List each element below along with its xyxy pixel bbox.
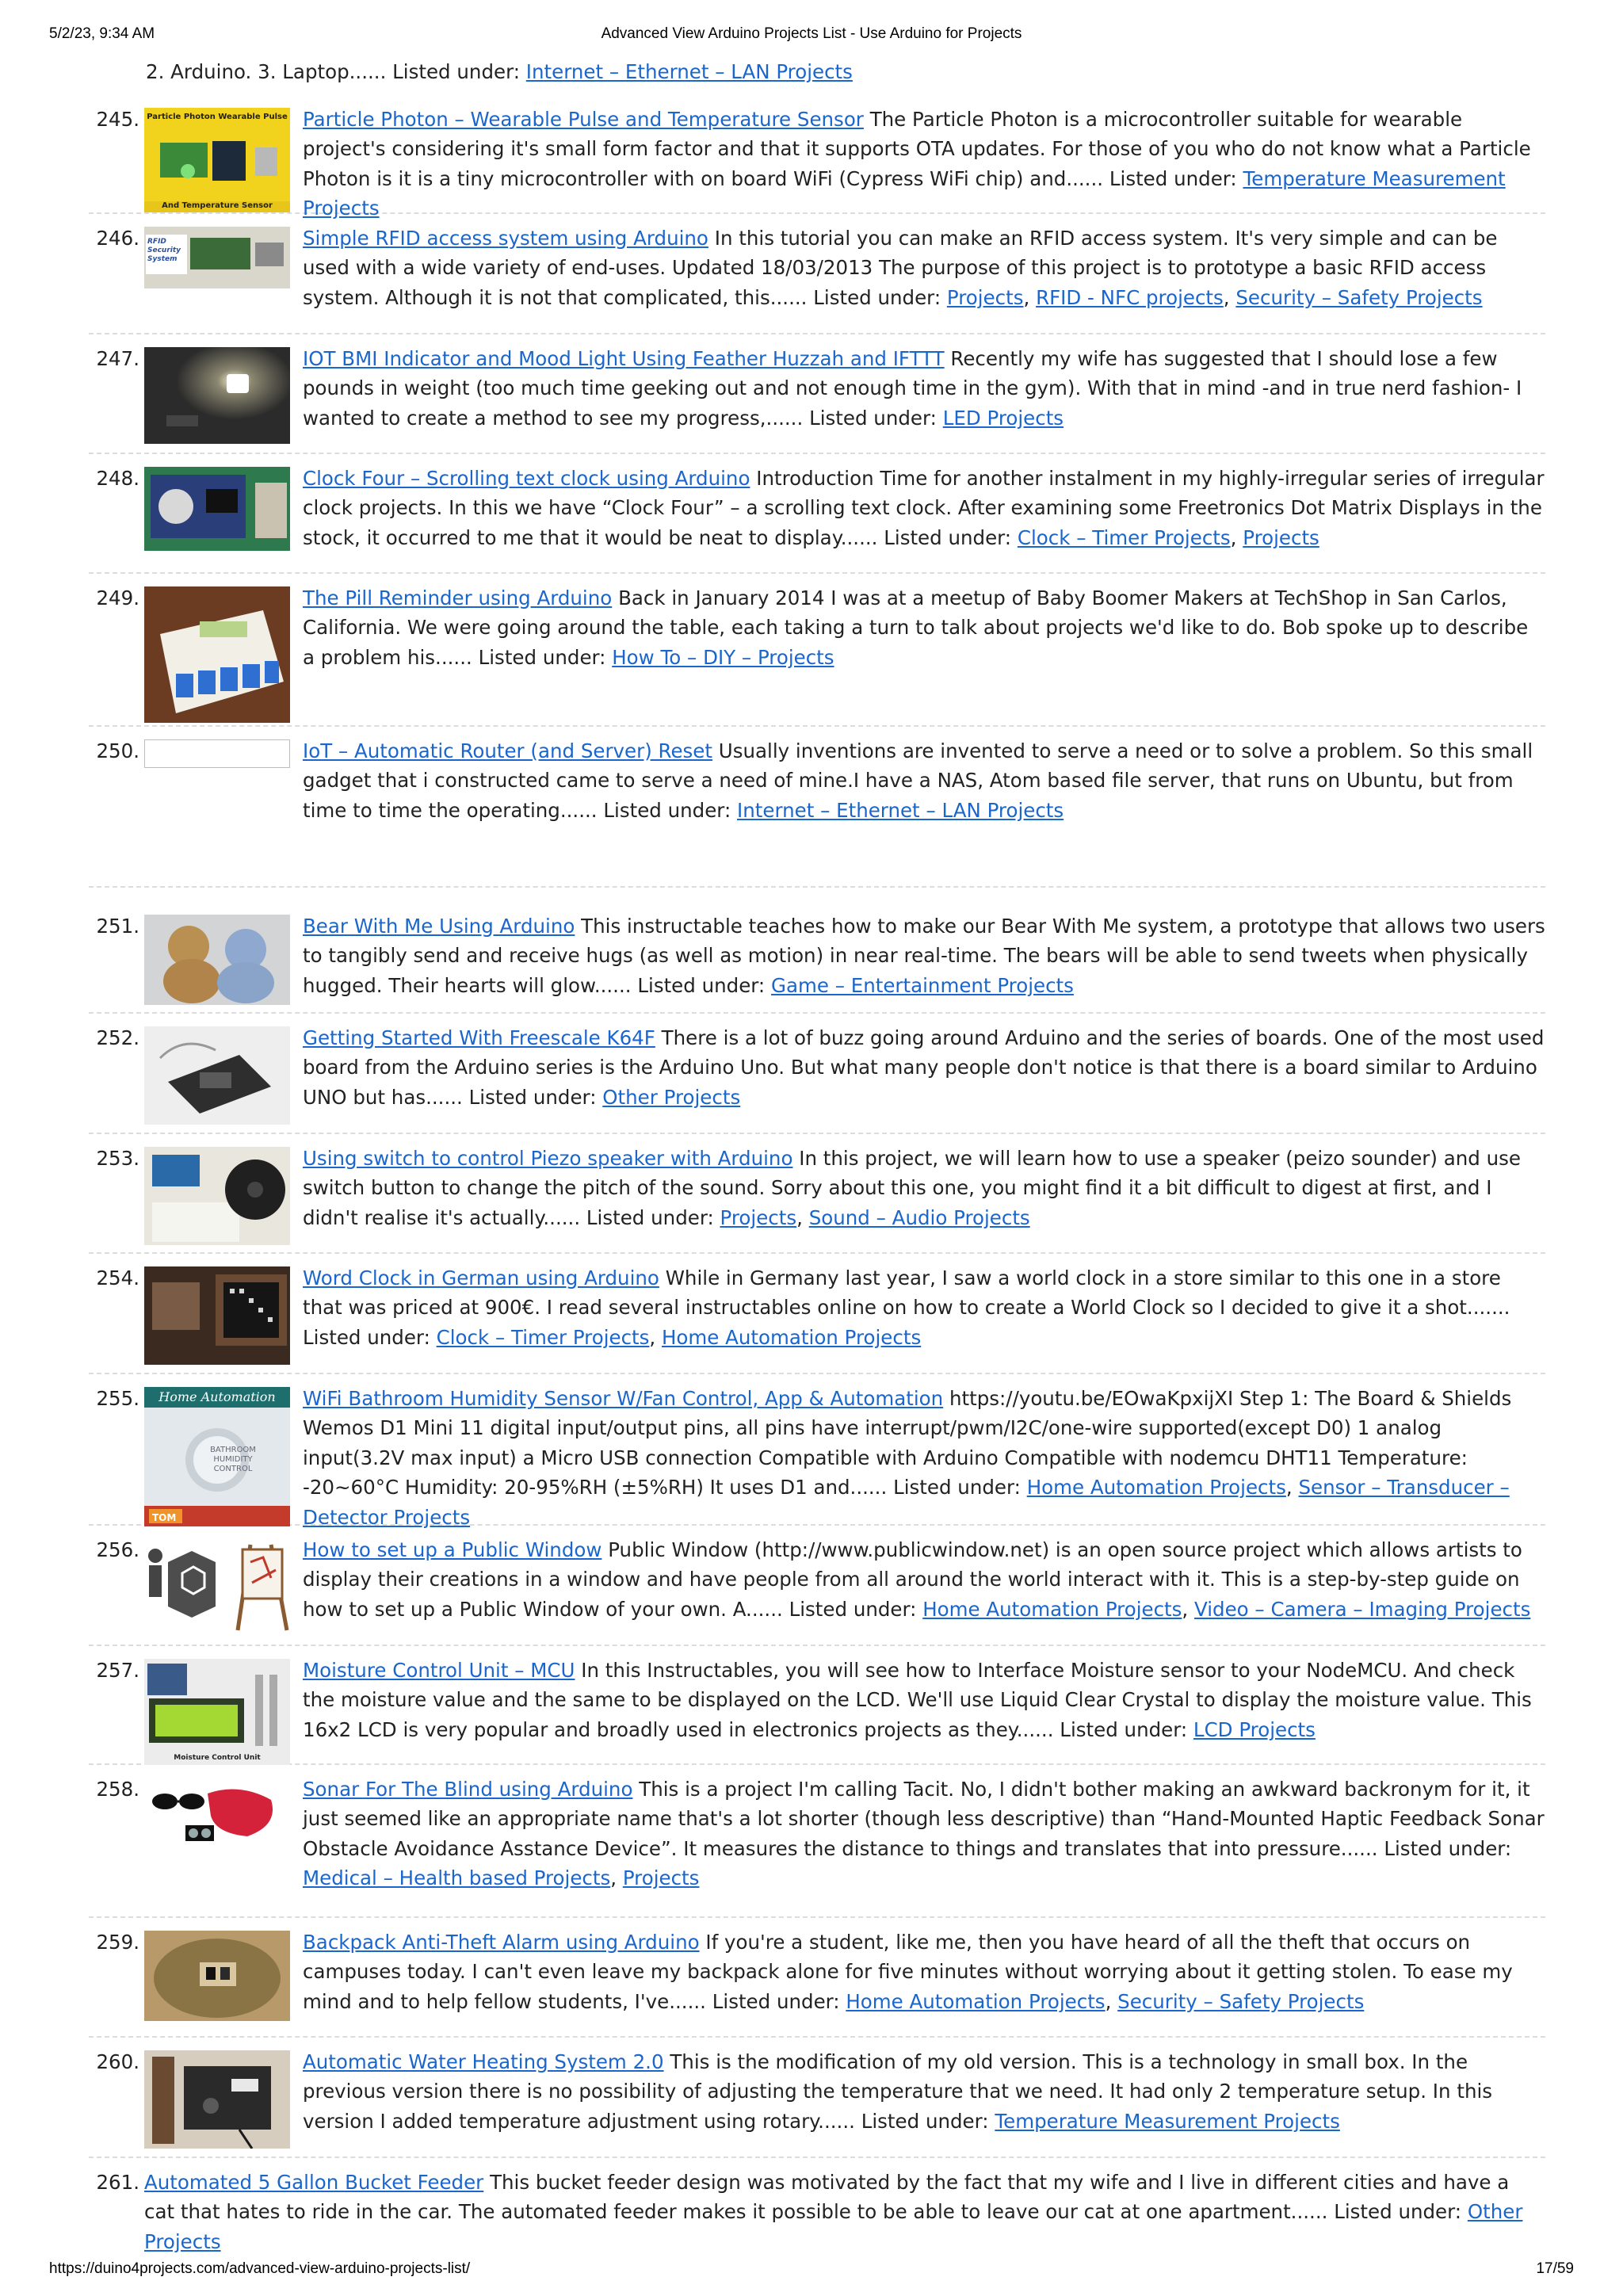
list-item — [89, 1646, 1545, 1765]
list-item — [89, 727, 1545, 888]
list-item — [89, 1918, 1545, 2038]
project-title-link[interactable]: Sonar For The Blind using Arduino — [303, 1777, 633, 1801]
list-item — [89, 214, 1545, 334]
category-link[interactable]: Security – Safety Projects — [1117, 1989, 1365, 2013]
project-description: This is a project I'm calling Tacit. No, I didn't bother making an awkward backronym for it, it just seemed like an appropriate name that's a lot shorter (though less descriptive) than “Hand-Mounted Haptic Feedback Sonar Obstacle Avoidance Asstance Device”. It measures the distance to things and translates that into pressure...... — [303, 1777, 1545, 1860]
item-number: 254. — [96, 1266, 139, 1289]
print-header — [49, 25, 1574, 49]
list-item — [89, 1374, 1545, 1529]
lead-continuation — [89, 57, 1545, 97]
item-number: 251. — [96, 914, 139, 938]
item-body: Using switch to control Piezo speaker with Arduino In this project, we will learn how to use a speaker (peizo sounder) and use switch button to change the pitch of the sound. Sorry about this one, you might find it a bit difficult to digest at first, and I didn't realise it's actually...... Listed under: Projects, Sound – Audio Projects — [303, 1146, 1521, 1229]
listed-under-label: Listed under: — [478, 645, 606, 669]
list-item — [89, 2038, 1545, 2158]
category-link[interactable]: Security – Safety Projects — [1235, 285, 1483, 309]
listed-under-label: Listed under: — [893, 1476, 1021, 1499]
item-body — [303, 2047, 1545, 2137]
thumbnail-caption: BATHROOM HUMIDITY CONTROL — [210, 1445, 256, 1473]
project-description: This bucket feeder design was motivated by the fact that my wife and I live in different cities and have a cat that hates to ride in the car. The automated feeder makes it possible to be able to leave our cat at one apartment...... — [144, 2170, 1510, 2223]
category-link[interactable]: Other Projects — [602, 1085, 741, 1109]
item-body — [303, 105, 1545, 223]
thumbnail-image — [144, 467, 290, 551]
thumbnail-image — [144, 227, 290, 288]
thumbnail-image — [144, 1387, 290, 1526]
category-link[interactable]: Clock – Timer Projects — [436, 1325, 650, 1349]
project-title-link[interactable]: Getting Started With Freescale K64F — [303, 1026, 655, 1049]
item-body: How to set up a Public Window Public Window (http://www.publicwindow.net) is an open source project which allows artists to display their creations in a window and have people from all around the world interact with it. This is a step-by-step guide on how to set up a Public Window of your own. A...... Listed under: Home Automation Projects, Video – Camera – Imaging Projects — [303, 1538, 1531, 1621]
listed-under-label: Listed under: — [861, 2109, 989, 2133]
project-description: Usually inventions are invented to serve a need or to solve a problem. So this small gadget that i constructed came to serve a need of mine.I have a NAS, Atom based file server, that runs on Ubuntu, but from time to time the operating...... — [303, 739, 1533, 822]
item-body: Word Clock in German using Arduino While in Germany last year, I saw a world clock in a store similar to this one in a store that was priced at 900€. I read several instructables online on how to create a World Clock so I decided to give it a shot....... Listed under: Clock – Timer Projects, Home Automation Projects — [303, 1266, 1510, 1349]
category-link[interactable]: Sound – Audio Projects — [808, 1205, 1030, 1229]
project-description: While in Germany last year, I saw a world clock in a store similar to this one in a store that was priced at 900€. I read several instructables online on how to create a World Clock so I decided to give it a shot....... — [303, 1266, 1510, 1319]
thumbnail-caption: Particle Photon Wearable Pulse — [147, 112, 288, 121]
broken-image-icon — [144, 739, 290, 768]
listed-under-label: Listed under: — [586, 1205, 714, 1229]
listed-under-label: Listed under: — [884, 525, 1012, 549]
project-description: This is the modification of my old version. This is a technology in small box. In the previous version there is no possibility of adjusting the temperature that we need. It had only 2 temperature setup. In this version I added temperature adjustment using rotary...... — [303, 2050, 1493, 2133]
category-link[interactable]: Home Automation Projects — [1026, 1476, 1286, 1499]
item-number: 248. — [96, 466, 139, 490]
list-item — [89, 2158, 1545, 2257]
listed-under-label: Listed under: — [809, 406, 937, 430]
list-item — [89, 334, 1545, 454]
thumbnail-image — [144, 1266, 290, 1365]
thumbnail-image — [144, 915, 290, 1005]
category-link[interactable]: Temperature Measurement Projects — [995, 2109, 1340, 2133]
project-title-link[interactable]: Particle Photon – Wearable Pulse and Temperature Sensor — [303, 107, 864, 131]
project-title-link[interactable]: Clock Four – Scrolling text clock using Arduino — [303, 466, 750, 490]
category-link[interactable]: Other Projects — [144, 2200, 1523, 2253]
listed-under-label: Listed under: — [1334, 2200, 1462, 2223]
project-description: If you're a student, like me, then you have heard of all the theft that occurs on campuses today. I can't even leave my backpack alone for five minutes without worrying about it getting stolen. To ease my mind and to help fellow students, I've...... — [303, 1930, 1513, 2013]
project-title-link[interactable]: How to set up a Public Window — [303, 1538, 602, 1561]
project-description: Introduction Time for another instalment in my highly-irregular series of irregular clock projects. In this we have “Clock Four” – a scrolling text clock. After examining some Freetronics Dot Matrix Displays in the stock, it occurred to me that it would be neat to display...... — [303, 466, 1545, 549]
listed-under-label: Listed under: — [637, 973, 766, 997]
item-body — [303, 1023, 1545, 1113]
item-number: 246. — [96, 226, 139, 250]
item-number: 260. — [96, 2050, 139, 2073]
project-title-link[interactable]: Simple RFID access system using Arduino — [303, 226, 708, 250]
project-description: In this tutorial you can make an RFID access system. It's very simple and can be used with a wide variety of end-uses. Updated 18/03/2013 The purpose of this project is to prototype a basic RFID access system. Although it is not that complicated, this...... — [303, 226, 1498, 309]
category-link[interactable]: LED Projects — [942, 406, 1064, 430]
thumbnail-image — [144, 1659, 290, 1765]
project-title-link[interactable]: The Pill Reminder using Arduino — [303, 586, 613, 609]
category-link[interactable]: Sensor – Transducer – Detector Projects — [303, 1476, 1510, 1529]
item-body — [303, 911, 1545, 1001]
category-link[interactable]: Game – Entertainment Projects — [770, 973, 1074, 997]
list-item — [89, 97, 1545, 220]
item-number: 257. — [96, 1658, 139, 1682]
listed-under-label: Listed under: — [1060, 1717, 1188, 1741]
project-title-link[interactable]: Automatic Water Heating System 2.0 — [303, 2050, 664, 2073]
item-body — [303, 344, 1545, 434]
thumbnail-image — [144, 108, 290, 212]
print-footer — [49, 2260, 1574, 2284]
category-link[interactable]: Home Automation Projects — [922, 1597, 1182, 1621]
project-description: https://youtu.be/EOwaKpxijXI Step 1: The Board & Shields Wemos D1 Mini 11 digital input/output pins, all pins have interrupt/pwm/I2C/one-wire supported(except D0) 1 analog input(3.2V max input) a Micro USB connection Compatible with Arduino Compatible with nodemcu DHT11 Temperature: -20~60°C Humidity: 20-95%RH (±5%RH) It uses D1 and...... — [303, 1386, 1512, 1499]
project-title-link[interactable]: WiFi Bathroom Humidity Sensor W/Fan Control, App & Automation — [303, 1386, 944, 1410]
project-title-link[interactable]: Word Clock in German using Arduino — [303, 1266, 659, 1289]
category-link[interactable]: Internet – Ethernet – LAN Projects — [525, 60, 853, 83]
print-url: https://duino4projects.com/advanced-view-arduino-projects-list/ — [49, 2260, 471, 2277]
list-item — [89, 1765, 1545, 1918]
list-item — [89, 574, 1545, 727]
item-body: Clock Four – Scrolling text clock using Arduino Introduction Time for another instalment in my highly-irregular series of irregular clock projects. In this we have “Clock Four” – a scrolling text clock. After examining some Freetronics Dot Matrix Displays in the stock, it occurred to me that it would be neat to display...... Listed under: Clock – Timer Projects, Projects — [303, 466, 1545, 549]
thumbnail-image — [144, 347, 290, 444]
listed-under-label: Listed under: — [1384, 1836, 1512, 1860]
thumbnail-image — [144, 1931, 290, 2021]
thumbnail-image — [144, 1778, 290, 1855]
project-title-link[interactable]: Automated 5 Gallon Bucket Feeder — [144, 2170, 484, 2194]
listed-under-label: Listed under: — [303, 1325, 430, 1349]
item-body: Sonar For The Blind using Arduino This is a project I'm calling Tacit. No, I didn't bother making an awkward backronym for it, it just seemed like an appropriate name that's a lot shorter (though less descriptive) than “Hand-Mounted Haptic Feedback Sonar Obstacle Avoidance Asstance Device”. It measures the distance to things and translates that into pressure...... Listed under: Medical – Health based Projects, Projects — [303, 1777, 1545, 1889]
print-date: 5/2/23, 9:34 AM — [49, 25, 155, 42]
lead-text: 2. Arduino. 3. Laptop...... Listed under: — [146, 60, 520, 83]
project-title-link[interactable]: IoT – Automatic Router (and Server) Reset — [303, 739, 712, 762]
project-title-link[interactable]: IOT BMI Indicator and Mood Light Using Feather Huzzah and IFTTT — [303, 346, 945, 370]
project-description: In this Instructables, you will see how to Interface Moisture sensor to your NodeMCU. And check the moisture value and the same to be displayed on the LCD. We'll use Liquid Clear Crystal to display the moisture value. This 16x2 LCD is very popular and broadly used in electronics projects as they...... — [303, 1658, 1532, 1741]
list-item — [89, 1134, 1545, 1254]
listed-under-label: Listed under: — [603, 798, 731, 822]
thumbnail-image — [144, 1026, 290, 1125]
item-body — [303, 583, 1545, 673]
project-description: There is a lot of buzz going around Arduino and the series of boards. One of the most used board from the Arduino series is the Arduino Uno. But what many people don't notice is that there is a board similar to Arduino UNO but has...... — [303, 1026, 1545, 1109]
category-link[interactable]: Projects — [1243, 525, 1319, 549]
category-link[interactable]: Projects — [946, 285, 1024, 309]
category-link[interactable]: LCD Projects — [1193, 1717, 1316, 1741]
project-title-link[interactable]: Bear With Me Using Arduino — [303, 914, 575, 938]
item-number: 259. — [96, 1930, 139, 1954]
project-list — [89, 57, 1545, 2256]
item-number: 247. — [96, 346, 139, 370]
thumbnail-caption: TOM — [152, 1511, 177, 1523]
category-link[interactable]: Projects — [622, 1866, 700, 1889]
listed-under-label: Listed under: — [813, 285, 941, 309]
print-page-number: 17/59 — [1536, 2260, 1574, 2277]
item-number: 253. — [96, 1146, 139, 1170]
listed-under-label: Listed under: — [712, 1989, 840, 2013]
project-description: Back in January 2014 I was at a meetup of Baby Boomer Makers at TechShop in San Carlos, California. We were going around the table, each taking a turn to talk about projects we'd like to do. Bob spoke up to describe a problem his...... — [303, 586, 1529, 669]
category-link[interactable]: Video – Camera – Imaging Projects — [1194, 1597, 1531, 1621]
item-body: Backpack Anti-Theft Alarm using Arduino If you're a student, like me, then you have heard of all the theft that occurs on campuses today. I can't even leave my backpack alone for five minutes without worrying about it getting stolen. To ease my mind and to help fellow students, I've...... Listed under: Home Automation Projects, Security – Safety Projects — [303, 1930, 1513, 2013]
project-description: In this project, we will learn how to use a speaker (peizo sounder) and use switch button to change the pitch of the sound. Sorry about this one, you might find it a bit difficult to digest at first, and I didn't realise it's actually...... — [303, 1146, 1521, 1229]
item-number: 256. — [96, 1538, 139, 1561]
list-item — [89, 888, 1545, 1014]
project-title-link[interactable]: Using switch to control Piezo speaker with Arduino — [303, 1146, 793, 1170]
category-link[interactable]: Medical – Health based Projects — [303, 1866, 611, 1889]
thumbnail-image — [144, 586, 290, 723]
category-link[interactable]: Clock – Timer Projects — [1017, 525, 1231, 549]
listed-under-label: Listed under: — [789, 1597, 917, 1621]
project-description: This instructable teaches how to make our Bear With Me system, a prototype that allows two users to tangibly send and receive hugs (as well as motion) in near real-time. The bears will be able to send tweets when physically hugged. Their hearts will glow...... — [303, 914, 1545, 997]
item-number: 249. — [96, 586, 139, 609]
item-number: 258. — [96, 1777, 139, 1801]
thumbnail-image — [144, 1147, 290, 1245]
list-item — [89, 454, 1545, 574]
project-description: Public Window (http://www.publicwindow.net) is an open source project which allows artists to display their creations in a window and have people from all around the world interact with it. This is a step-by-step guide on how to set up a Public Window of your own. A...... — [303, 1538, 1522, 1621]
list-item — [89, 1254, 1545, 1374]
thumbnail-caption: And Temperature Sensor — [162, 201, 273, 210]
item-body — [303, 736, 1545, 826]
item-number: 250. — [96, 739, 139, 762]
category-link[interactable]: Internet – Ethernet – LAN Projects — [737, 798, 1064, 822]
category-link[interactable]: Home Automation Projects — [662, 1325, 922, 1349]
thumbnail-caption: Home Automation — [158, 1389, 276, 1404]
category-link[interactable]: Home Automation Projects — [846, 1989, 1106, 2013]
thumbnail-image — [144, 2050, 290, 2149]
item-number: 255. — [96, 1386, 139, 1410]
category-link[interactable]: Projects — [720, 1205, 797, 1229]
thumbnail-image — [144, 1538, 290, 1632]
category-link[interactable]: RFID - NFC projects — [1036, 285, 1224, 309]
project-description: Recently my wife has suggested that I should lose a few pounds in weight (too much time geeking out and not enough time in the gym). With that in mind -and in true nerd fashion- I wanted to create a method to see my progress,...... — [303, 346, 1522, 430]
category-link[interactable]: Temperature Measurement Projects — [303, 166, 1506, 220]
item-number: 261. — [96, 2170, 139, 2194]
listed-under-label: Listed under: — [1109, 166, 1237, 190]
list-item — [89, 1014, 1545, 1134]
thumbnail-caption: RFID Security System — [147, 237, 181, 263]
print-page-title: Advanced View Arduino Projects List - Use Arduino for Projects — [601, 25, 1022, 42]
item-body: Simple RFID access system using Arduino In this tutorial you can make an RFID access system. It's very simple and can be used with a wide variety of end-uses. Updated 18/03/2013 The purpose of this project is to prototype a basic RFID access system. Although it is not that complicated, this...... Listed under: Projects, RFID - NFC projects, Security – Safety Projects — [303, 226, 1498, 309]
listed-under-label: Listed under: — [468, 1085, 597, 1109]
item-body — [303, 1656, 1545, 1745]
list-item — [89, 1526, 1545, 1646]
project-description: The Particle Photon is a microcontroller suitable for wearable project's considering it's small form factor and that it supports OTA updates. For those of you who do not know what a Particle Photon is it is a tiny microcontroller with on board WiFi (Cypress WiFi chip) and...... — [303, 107, 1531, 190]
item-number: 252. — [96, 1026, 139, 1049]
category-link[interactable]: How To – DIY – Projects — [612, 645, 834, 669]
item-body: WiFi Bathroom Humidity Sensor W/Fan Control, App & Automation https://youtu.be/EOwaKpxijXI Step 1: The Board & Shields Wemos D1 Mini 11 digital input/output pins, all pins have interrupt/pwm/I2C/one-wire supported(except D0) 1 analog input(3.2V max input) a Micro USB connection Compatible with Arduino Compatible with nodemcu DHT11 Temperature: -20~60°C Humidity: 20-95%RH (±5%RH) It uses D1 and...... Listed under: Home Automation Projects, Sensor – Transducer – Detector Projects — [303, 1386, 1512, 1529]
thumbnail-caption: Moisture Control Unit — [174, 1753, 261, 1762]
project-title-link[interactable]: Backpack Anti-Theft Alarm using Arduino — [303, 1930, 700, 1954]
item-body — [144, 2168, 1545, 2257]
project-title-link[interactable]: Moisture Control Unit – MCU — [303, 1658, 575, 1682]
item-number: 245. — [96, 107, 139, 131]
